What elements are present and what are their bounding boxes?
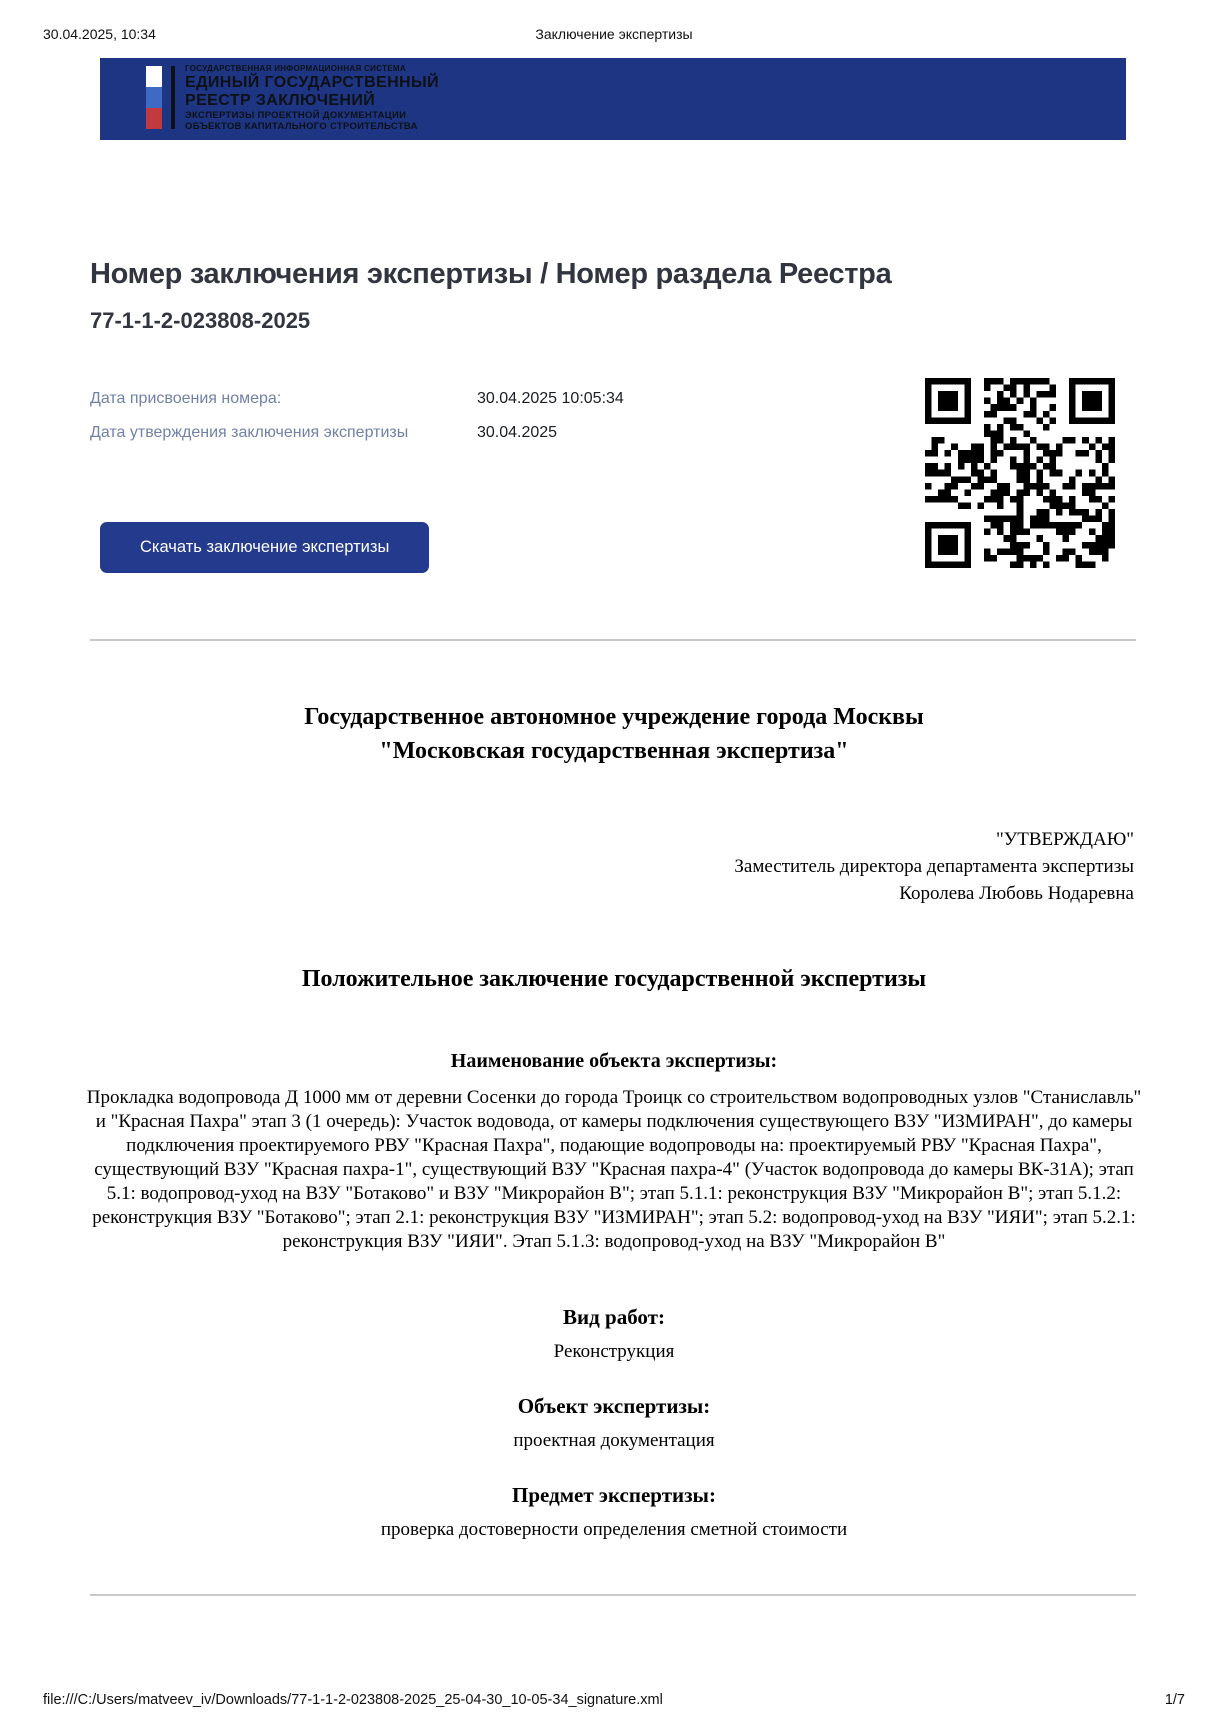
expertise-object-label: Объект экспертизы:: [517, 1394, 711, 1418]
approval-block: [86, 826, 1134, 907]
expertise-sections: [86, 1304, 1142, 1541]
banner-title-line2: РЕЕСТР ЗАКЛЮЧЕНИЙ: [185, 91, 376, 109]
meta-rows: [90, 390, 830, 458]
approve-word: "УТВЕРЖДАЮ": [996, 829, 1134, 850]
approver-position: Заместитель директора департамента экспертизы: [734, 856, 1134, 877]
work-type-label: Вид работ:: [563, 1305, 665, 1329]
expertise-object-value: проектная документация: [513, 1430, 715, 1451]
russia-flag-icon: [146, 66, 162, 129]
assignment-date-label: Дата присвоения номера:: [90, 390, 282, 407]
banner-system-line: ГОСУДАРСТВЕННАЯ ИНФОРМАЦИОННАЯ СИСТЕМА: [185, 63, 406, 73]
banner-title-line1: ЕДИНЫЙ ГОСУДАРСТВЕННЫЙ: [185, 73, 439, 91]
expertise-subject-label: Предмет экспертизы:: [512, 1483, 716, 1507]
banner-subtitle-line2: ОБЪЕКТОВ КАПИТАЛЬНОГО СТРОИТЕЛЬСТВА: [185, 120, 418, 132]
meta-row-approval-date: [90, 424, 830, 442]
print-document-title: Заключение экспертизы: [535, 26, 693, 42]
conclusion-title: Положительное заключение государственной экспертизы: [301, 966, 927, 992]
meta-row-assignment-date: [90, 390, 830, 408]
expertise-subject-value: проверка достоверности определения сметной стоимости: [380, 1519, 848, 1540]
page-counter: 1/7: [1164, 1692, 1185, 1708]
registry-banner: [100, 58, 1126, 140]
qr-code: [925, 378, 1115, 568]
download-conclusion-button[interactable]: Скачать заключение экспертизы: [100, 522, 429, 573]
approval-date-value: 30.04.2025: [477, 424, 558, 441]
registry-number: 77-1-1-2-023808-2025: [90, 308, 311, 333]
approver-name: Королева Любовь Нодаревна: [899, 883, 1134, 904]
organization-name: [86, 700, 1142, 768]
work-type-value: Реконструкция: [553, 1341, 675, 1362]
banner-divider: [171, 66, 175, 129]
object-name-text: Прокладка водопровода Д 1000 мм от деревни Сосенки до города Троицк со строительством водопроводных узлов "Станиславль" и "Красная Пахра" этап 3 (1 очередь): Участок водовода, от камеры подключения существующего ВЗУ "ИЗМИРАН", до камеры подключения проектируемого РВУ "Красная Пахра", подающие водопроводы на: проектируемый РВУ "Красная Пахра", существующий ВЗУ "Красная пахра-1", существующий ВЗУ "Красная пахра-4" (Участок водопровода до камеры ВК-31А); этап 5.1: водопровод-уход на ВЗУ "Ботаково" и ВЗУ "Микрорайон В"; этап 5.1.1: реконструкция ВЗУ "Микрорайон В"; этап 5.1.2: реконструкция ВЗУ "Ботаково"; этап 2.1: реконструкция ВЗУ "ИЗМИРАН"; этап 5.2: водопровод-уход на ВЗУ "ИЯИ"; этап 5.2.1: реконструкция ВЗУ "ИЯИ". Этап 5.1.3: водопровод-уход на ВЗУ "Микрорайон В": [86, 1087, 1142, 1252]
divider-top: [90, 639, 1136, 641]
print-datetime: 30.04.2025, 10:34: [43, 26, 156, 42]
organization-name-line1: Государственное автономное учреждение города Москвы: [304, 704, 924, 730]
assignment-date-value: 30.04.2025 10:05:34: [477, 390, 624, 407]
page-title: Номер заключения экспертизы / Номер раздела Реестра: [90, 258, 892, 290]
banner-subtitle-line1: ЭКСПЕРТИЗЫ ПРОЕКТНОЙ ДОКУМЕНТАЦИИ: [185, 109, 407, 121]
object-name-label: Наименование объекта экспертизы:: [450, 1050, 778, 1072]
registry-logo-text: [185, 63, 439, 132]
file-url: file:///C:/Users/matveev_iv/Downloads/77-1-1-2-023808-2025_25-04-30_10-05-34_signature.xml: [43, 1692, 663, 1708]
print-footer: [43, 1692, 1185, 1708]
organization-name-line2: "Московская государственная экспертиза": [379, 738, 849, 764]
divider-bottom: [90, 1594, 1136, 1596]
approval-date-label: Дата утверждения заключения экспертизы: [90, 424, 409, 441]
